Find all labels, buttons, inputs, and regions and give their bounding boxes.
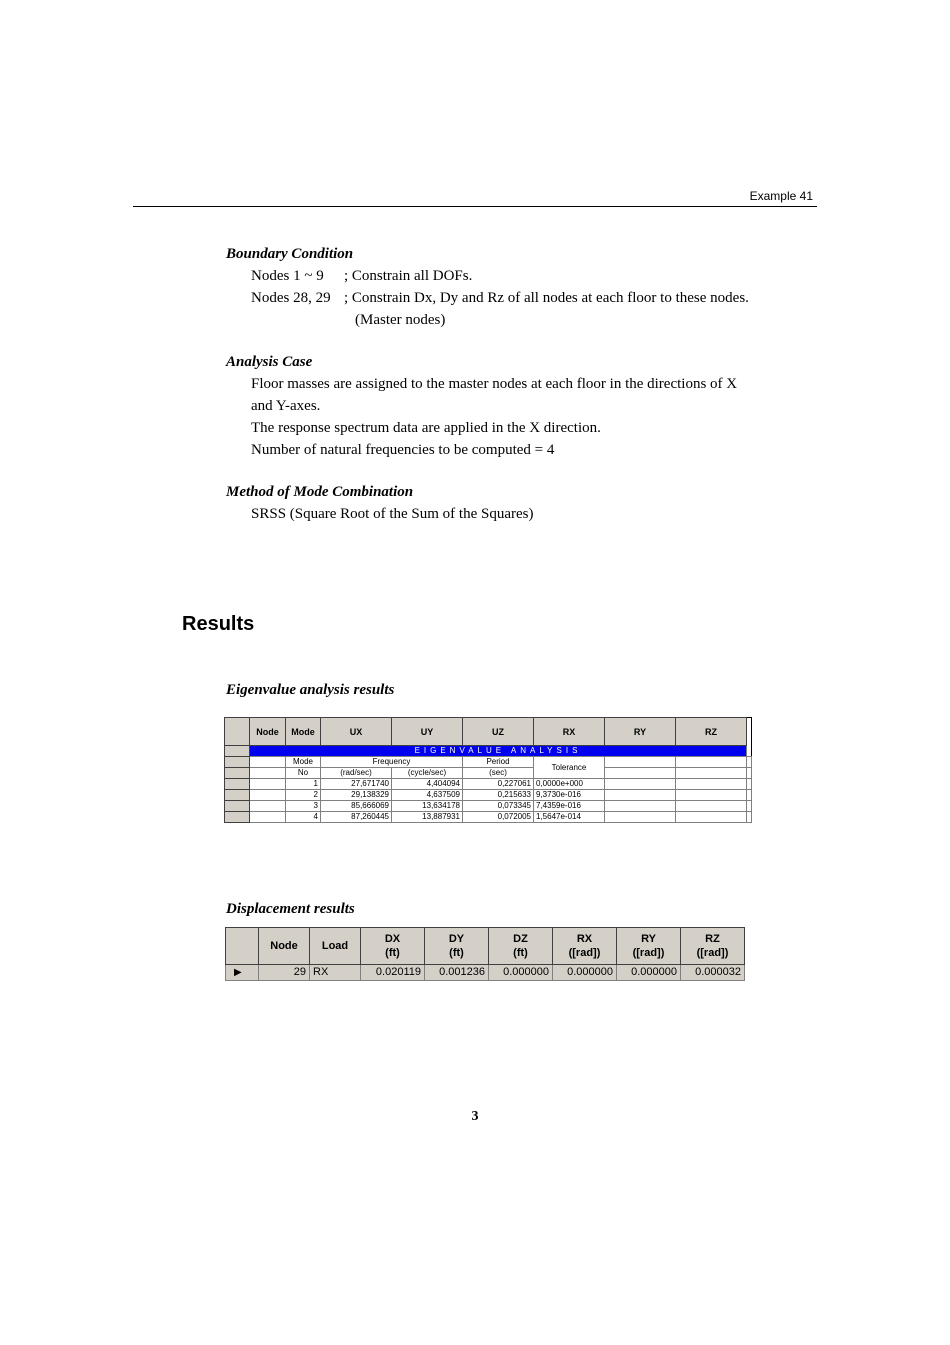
table-cell	[747, 812, 752, 823]
column-header[interactable]: Node	[250, 718, 286, 746]
tolerance-label: Tolerance	[534, 757, 605, 779]
column-header[interactable]	[310, 928, 361, 965]
boundary-continuation: (Master nodes)	[355, 312, 446, 328]
ry-cell[interactable]: 0.000000	[617, 965, 681, 981]
column-header[interactable]: RZ	[676, 718, 747, 746]
row-header[interactable]	[225, 746, 250, 757]
dz-cell[interactable]: 0.000000	[489, 965, 553, 981]
column-header[interactable]	[617, 928, 681, 965]
mode-cell: 4	[286, 812, 321, 823]
rad-cell: 87,260445	[321, 812, 392, 823]
row-header[interactable]	[225, 768, 250, 779]
row-header[interactable]	[225, 801, 250, 812]
table-row	[225, 779, 752, 790]
column-header[interactable]	[425, 928, 489, 965]
mode-cell: 1	[286, 779, 321, 790]
row-header[interactable]	[225, 790, 250, 801]
analysis-title: Analysis Case	[226, 354, 313, 370]
table-cell	[605, 790, 676, 801]
column-header[interactable]: RX	[534, 718, 605, 746]
column-header-unit: ([rad])	[632, 947, 665, 959]
boundary-title: Boundary Condition	[226, 246, 354, 262]
period-label: Period	[463, 757, 534, 768]
table-cell	[605, 779, 676, 790]
table-cell	[747, 779, 752, 790]
row-header[interactable]	[225, 779, 250, 790]
dy-cell[interactable]: 0.001236	[425, 965, 489, 981]
row-header[interactable]	[225, 812, 250, 823]
boundary-row-label: Nodes 1 ~ 9	[251, 268, 324, 284]
frequency-label: Frequency	[321, 757, 463, 768]
disp-title: Displacement results	[226, 901, 355, 917]
boundary-section	[226, 243, 806, 331]
eigenvalue-table	[224, 717, 752, 823]
table-cell	[605, 801, 676, 812]
table-cell	[605, 812, 676, 823]
table-cell	[250, 801, 286, 812]
corner-cell[interactable]	[226, 928, 259, 965]
table-cell	[676, 768, 747, 779]
displacement-table	[225, 927, 745, 981]
rad-cell: 85,666069	[321, 801, 392, 812]
page-number: 3	[471, 1109, 479, 1124]
column-header[interactable]	[681, 928, 745, 965]
tolerance-cell: 7,4359e-016	[534, 801, 605, 812]
method-title: Method of Mode Combination	[226, 484, 414, 500]
column-header-unit: (ft)	[449, 947, 464, 959]
cycle-cell: 13,634178	[392, 801, 463, 812]
row-pointer-icon[interactable]: ▶	[226, 965, 259, 981]
column-header-unit: ([rad])	[568, 947, 601, 959]
column-header[interactable]	[489, 928, 553, 965]
eigen-banner: EIGENVALUE ANALYSIS	[250, 746, 747, 757]
analysis-line: Floor masses are assigned to the master nodes at each floor in the directions of X	[251, 376, 738, 392]
boundary-row	[251, 265, 806, 287]
results-heading: Results	[182, 613, 255, 635]
column-header-label: Load	[321, 940, 349, 952]
mode-cell: 3	[286, 801, 321, 812]
cycle-cell: 13,887931	[392, 812, 463, 823]
analysis-line: and Y-axes.	[251, 398, 321, 414]
boundary-row-text: ; Constrain Dx, Dy and Rz of all nodes at each floor to these nodes.	[344, 290, 749, 306]
rad-unit-label: (rad/sec)	[321, 768, 392, 779]
column-header[interactable]: UX	[321, 718, 392, 746]
node-cell[interactable]: 29	[259, 965, 310, 981]
column-header[interactable]: UZ	[463, 718, 534, 746]
no-label: No	[286, 768, 321, 779]
column-header-unit: (ft)	[513, 947, 528, 959]
corner-cell[interactable]	[225, 718, 250, 746]
tolerance-cell: 1,5647e-014	[534, 812, 605, 823]
column-header-label: DZ	[513, 933, 528, 945]
cycle-cell: 4,404094	[392, 779, 463, 790]
tolerance-cell: 0,0000e+000	[534, 779, 605, 790]
column-header[interactable]: RY	[605, 718, 676, 746]
eigen-title: Eigenvalue analysis results	[226, 682, 395, 698]
column-header-label: DY	[448, 933, 465, 945]
column-header-unit: ([rad])	[696, 947, 729, 959]
column-header-label: RX	[576, 933, 593, 945]
rad-cell: 29,138329	[321, 790, 392, 801]
table-row[interactable]	[226, 965, 745, 981]
table-cell	[605, 757, 676, 768]
boundary-row-text: ; Constrain all DOFs.	[344, 268, 473, 284]
period-cell: 0,073345	[463, 801, 534, 812]
rx-cell[interactable]: 0.000000	[553, 965, 617, 981]
column-header-label: RZ	[705, 933, 720, 945]
table-cell	[676, 812, 747, 823]
mode-cell: 2	[286, 790, 321, 801]
table-cell	[676, 779, 747, 790]
rz-cell[interactable]: 0.000032	[681, 965, 745, 981]
method-section	[226, 481, 806, 525]
table-row	[225, 812, 752, 823]
cycle-cell: 4,637509	[392, 790, 463, 801]
table-cell	[676, 757, 747, 768]
column-header[interactable]	[259, 928, 310, 965]
boundary-row-label: Nodes 28, 29	[251, 290, 331, 306]
table-cell	[747, 757, 752, 768]
table-cell	[747, 790, 752, 801]
column-header-label: Node	[270, 940, 298, 952]
period-cell: 0,215633	[463, 790, 534, 801]
table-cell	[676, 790, 747, 801]
table-cell	[250, 812, 286, 823]
column-header-label: DX	[384, 933, 401, 945]
method-line: SRSS (Square Root of the Sum of the Squares)	[251, 506, 534, 522]
table-cell	[250, 768, 286, 779]
table-cell	[747, 768, 752, 779]
table-cell	[676, 801, 747, 812]
table-cell	[250, 779, 286, 790]
column-header-label: RY	[641, 933, 656, 945]
analysis-line: Number of natural frequencies to be computed = 4	[251, 442, 555, 458]
cycle-unit-label: (cycle/sec)	[392, 768, 463, 779]
period-cell: 0,072005	[463, 812, 534, 823]
analysis-section	[226, 351, 806, 461]
column-header-unit: (ft)	[385, 947, 400, 959]
running-header: Example 41	[749, 189, 813, 203]
table-cell	[250, 790, 286, 801]
row-header[interactable]	[225, 757, 250, 768]
mode-label: Mode	[286, 757, 321, 768]
table-cell	[747, 801, 752, 812]
dx-cell[interactable]: 0.020119	[361, 965, 425, 981]
table-row	[225, 801, 752, 812]
rad-cell: 27,671740	[321, 779, 392, 790]
header-rule	[133, 206, 817, 207]
boundary-row	[251, 287, 806, 309]
period-cell: 0,227061	[463, 779, 534, 790]
column-header[interactable]: UY	[392, 718, 463, 746]
column-header[interactable]: Mode	[286, 718, 321, 746]
sec-unit-label: (sec)	[463, 768, 534, 779]
load-cell[interactable]: RX	[310, 965, 361, 981]
table-row	[225, 790, 752, 801]
table-cell	[605, 768, 676, 779]
analysis-line: The response spectrum data are applied in the X direction.	[251, 420, 601, 436]
tolerance-cell: 9,3730e-016	[534, 790, 605, 801]
table-cell	[250, 757, 286, 768]
column-header[interactable]	[553, 928, 617, 965]
column-header[interactable]	[361, 928, 425, 965]
